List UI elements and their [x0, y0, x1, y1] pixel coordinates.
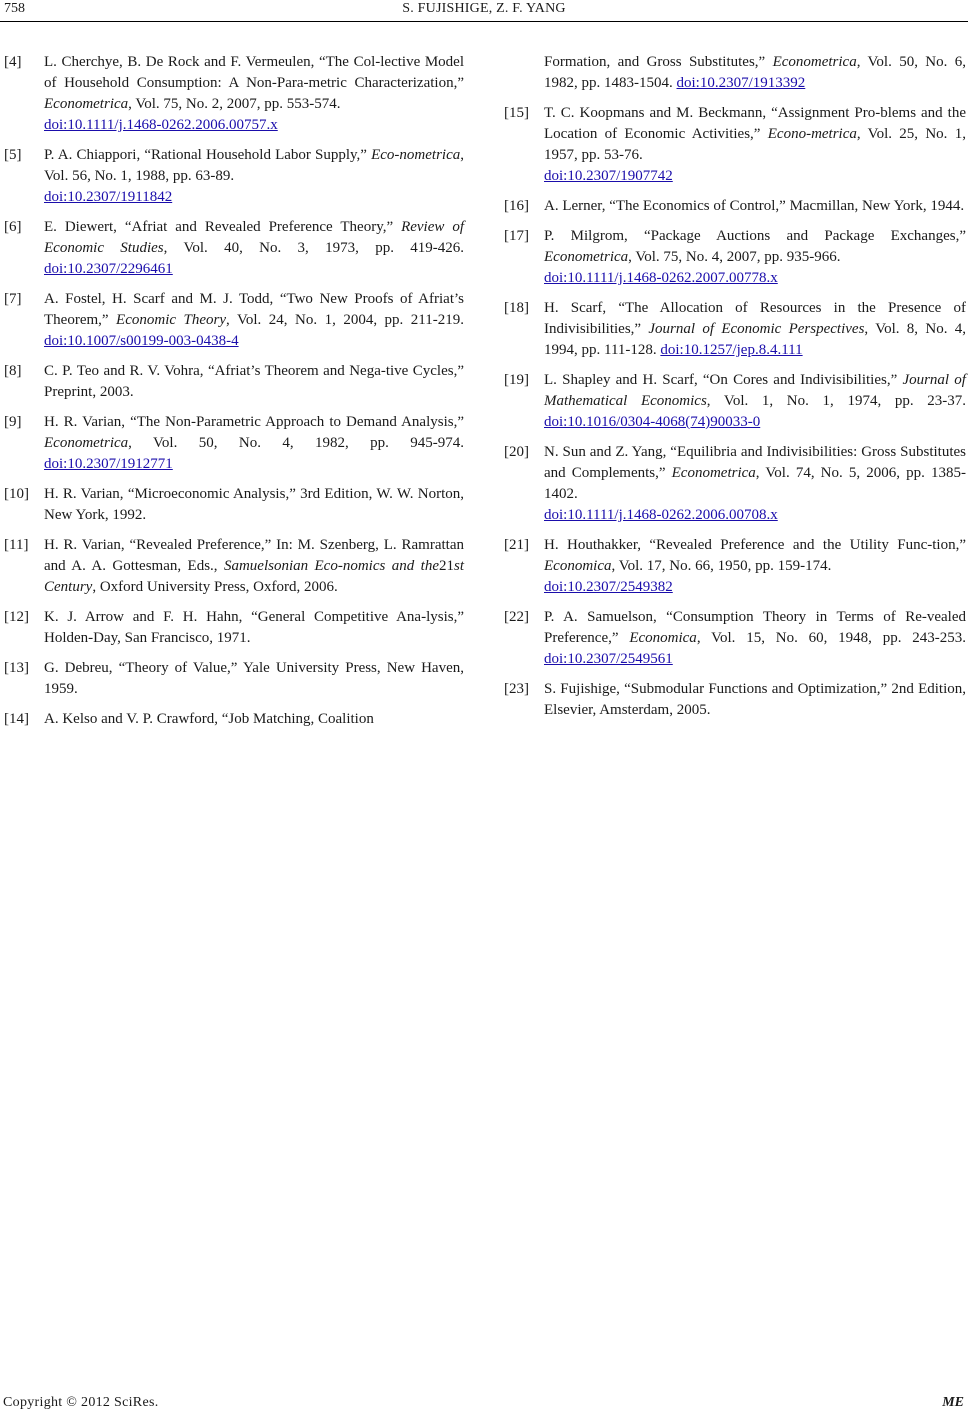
reference-item	[504, 607, 966, 670]
reference-details: , Vol. 50, No. 4, 1982, pp. 945-974.	[128, 435, 464, 451]
reference-number: [23]	[504, 681, 529, 697]
page-header	[0, 0, 968, 22]
reference-authors-title: A. Fostel, H. Scarf and M. J. Todd, “Two New Proofs of Afriat’s Theorem,”	[44, 291, 464, 328]
reference-text	[544, 442, 966, 526]
reference-item	[504, 535, 966, 598]
references-right-column	[504, 52, 966, 730]
reference-number: [6]	[4, 219, 22, 235]
reference-item	[504, 370, 966, 433]
reference-authors-title: T. C. Koopmans and M. Beckmann, “Assignment Pro-blems and the Location of Economic Activities,”	[544, 105, 966, 142]
reference-journal: Econometrica	[44, 435, 129, 451]
reference-number: [16]	[504, 198, 529, 214]
reference-authors-title: H. Scarf, “The Allocation of Resources in the Presence of Indivisibilities,”	[544, 300, 966, 337]
reference-authors-title: H. Houthakker, “Revealed Preference and the Utility Func-tion,”	[544, 537, 966, 553]
header-rule	[0, 21, 968, 22]
reference-text	[44, 145, 464, 208]
reference-number: [9]	[4, 414, 22, 430]
reference-item	[4, 607, 464, 649]
reference-text	[544, 103, 966, 187]
journal-abbreviation: ME	[942, 1395, 964, 1410]
reference-details: , Vol. 74, No. 5, 2006, pp. 1385-1402.	[544, 465, 966, 502]
reference-authors-title: A. Lerner, “The Economics of Control,” Macmillan, New York, 1944.	[544, 198, 965, 214]
reference-authors-title: S. Fujishige, “Submodular Functions and Optimization,” 2nd Edition, Elsevier, Amsterdam, 2005.	[544, 681, 966, 718]
reference-details: , Vol. 25, No. 1, 1957, pp. 53-76.	[544, 126, 966, 163]
reference-authors-title: H. R. Varian, “Microeconomic Analysis,” 3rd Edition, W. W. Norton, New York, 1992.	[44, 486, 464, 523]
reference-number: [10]	[4, 486, 29, 502]
reference-item	[4, 52, 464, 136]
reference-number: [20]	[504, 444, 529, 460]
reference-item	[504, 103, 966, 187]
reference-item	[504, 226, 966, 289]
reference-journal: Journal of Mathematical Economics	[544, 372, 966, 409]
reference-authors-title: P. A. Chiappori, “Rational Household Labor Supply,”	[44, 147, 372, 163]
reference-text	[44, 607, 464, 649]
reference-text	[44, 52, 464, 136]
reference-text	[44, 361, 464, 403]
doi-link[interactable]: doi:10.2307/2549561	[544, 651, 673, 667]
reference-item	[504, 52, 966, 94]
reference-journal: Journal of Economic Perspectives	[648, 321, 865, 337]
doi-link[interactable]: doi:10.1111/j.1468-0262.2007.00778.x	[544, 270, 778, 286]
reference-details: , Vol. 8, No. 4, 1994, pp. 111-128.	[544, 321, 966, 358]
doi-link[interactable]: doi:10.2307/1913392	[676, 75, 806, 91]
reference-number: [17]	[504, 228, 529, 244]
reference-authors-title: P. Milgrom, “Package Auctions and Package Exchanges,”	[544, 228, 966, 244]
reference-details: , Vol. 56, No. 1, 1988, pp. 63-89.	[44, 147, 464, 184]
reference-number: [13]	[4, 660, 29, 676]
reference-text	[44, 412, 464, 475]
reference-number: [8]	[4, 363, 22, 379]
reference-authors-title: E. Diewert, “Afriat and Revealed Preference Theory,”	[44, 219, 402, 235]
reference-item	[4, 535, 464, 598]
reference-journal: Econometrica	[544, 249, 629, 265]
reference-number: [21]	[504, 537, 529, 553]
doi-link[interactable]: doi:10.2307/1911842	[44, 189, 173, 205]
reference-item	[4, 145, 464, 208]
reference-item	[4, 361, 464, 403]
doi-link[interactable]: doi:10.2307/2296461	[44, 261, 173, 277]
reference-number: [5]	[4, 147, 22, 163]
reference-details: , Vol. 17, No. 66, 1950, pp. 159-174.	[611, 558, 832, 574]
reference-authors-title: N. Sun and Z. Yang, “Equilibria and Indivisibilities: Gross Substitutes and Complements,”	[544, 444, 966, 481]
reference-details: , Vol. 75, No. 2, 2007, pp. 553-574.	[128, 96, 341, 112]
reference-number: [15]	[504, 105, 529, 121]
reference-authors-title: K. J. Arrow and F. H. Hahn, “General Competitive Ana-lysis,” Holden-Day, San Francisco, 1971.	[44, 609, 464, 646]
reference-number: [12]	[4, 609, 29, 625]
reference-text	[544, 226, 966, 289]
reference-text	[44, 535, 464, 598]
reference-journal: Econo-metrica	[767, 126, 857, 142]
reference-details: , Vol. 24, No. 1, 2004, pp. 211-219.	[226, 312, 464, 328]
reference-text	[44, 658, 464, 700]
reference-text	[544, 679, 966, 721]
reference-journal: Eco-nometrica	[371, 147, 461, 163]
reference-journal: Economic Theory	[116, 312, 227, 328]
reference-journal: Review of Economic Studies	[44, 219, 464, 256]
running-head: S. FUJISHIGE, Z. F. YANG	[402, 1, 566, 16]
reference-text	[44, 217, 464, 280]
references-left-column	[4, 52, 464, 739]
reference-number: [4]	[4, 54, 22, 70]
reference-details: , Oxford University Press, Oxford, 2006.	[92, 579, 338, 595]
reference-item	[4, 658, 464, 700]
copyright-notice: Copyright © 2012 SciRes.	[3, 1395, 159, 1410]
reference-text	[44, 289, 464, 352]
reference-item	[4, 217, 464, 280]
reference-authors-title: H. R. Varian, “Revealed Preference,” In: M. Szenberg, L. Ramrattan and A. A. Gottesman, Eds.,	[44, 537, 464, 574]
reference-item	[4, 709, 464, 730]
reference-text	[544, 298, 966, 361]
reference-details: , Vol. 50, No. 6, 1982, pp. 1483-1504.	[544, 54, 966, 91]
reference-authors-title: L. Shapley and H. Scarf, “On Cores and Indivisibilities,”	[544, 372, 903, 388]
reference-details: , Vol. 40, No. 3, 1973, pp. 419-426.	[163, 240, 465, 256]
reference-text	[544, 370, 966, 433]
reference-authors-title: P. A. Samuelson, “Consumption Theory in Terms of Re-vealed Preference,”	[544, 609, 966, 646]
reference-number: [18]	[504, 300, 529, 316]
reference-journal: Econometrica	[772, 54, 857, 70]
reference-text	[44, 484, 464, 526]
reference-authors-title: H. R. Varian, “The Non-Parametric Approach to Demand Analysis,”	[44, 414, 464, 430]
reference-item	[504, 196, 966, 217]
reference-details: , Vol. 15, No. 60, 1948, pp. 243-253.	[696, 630, 966, 646]
doi-link[interactable]: doi:10.2307/1912771	[44, 456, 173, 472]
reference-item	[4, 484, 464, 526]
reference-authors-title: Formation, and Gross Substitutes,”	[544, 54, 773, 70]
doi-link[interactable]: doi:10.1007/s00199-003-0438-4	[44, 333, 239, 349]
reference-text	[544, 607, 966, 670]
reference-text	[544, 196, 966, 217]
reference-details: , Vol. 1, No. 1, 1974, pp. 23-37.	[706, 393, 966, 409]
reference-number: [11]	[4, 537, 29, 553]
reference-authors-title: C. P. Teo and R. V. Vohra, “Afriat’s Theorem and Nega-tive Cycles,” Preprint, 2003.	[44, 363, 464, 400]
reference-journal: Economica	[629, 630, 697, 646]
reference-text	[544, 52, 966, 94]
reference-journal: Econometrica	[671, 465, 756, 481]
doi-link[interactable]: doi:10.1016/0304-4068(74)90033-0	[544, 414, 761, 430]
reference-item	[4, 412, 464, 475]
reference-number: [7]	[4, 291, 22, 307]
page-number: 758	[4, 1, 25, 16]
doi-link[interactable]: doi:10.1111/j.1468-0262.2006.00757.x	[44, 117, 278, 133]
doi-link[interactable]: doi:10.2307/1907742	[544, 168, 673, 184]
reference-item	[504, 679, 966, 721]
doi-link[interactable]: doi:10.1111/j.1468-0262.2006.00708.x	[544, 507, 778, 523]
reference-journal-part: st Century	[44, 558, 464, 595]
doi-link[interactable]: doi:10.1257/jep.8.4.111	[660, 342, 803, 358]
reference-item	[504, 442, 966, 526]
reference-authors-title: G. Debreu, “Theory of Value,” Yale University Press, New Haven, 1959.	[44, 660, 464, 697]
reference-text	[44, 709, 464, 730]
reference-item	[504, 298, 966, 361]
reference-number: [14]	[4, 711, 29, 727]
reference-journal: Samuelsonian Eco-nomics and the	[223, 558, 439, 574]
reference-journal: Econometrica	[44, 96, 129, 112]
reference-journal: Economica	[544, 558, 612, 574]
reference-item	[4, 289, 464, 352]
reference-number: [22]	[504, 609, 529, 625]
doi-link[interactable]: doi:10.2307/2549382	[544, 579, 673, 595]
reference-authors-title: L. Cherchye, B. De Rock and F. Vermeulen, “The Col-lective Model of Household Consumption: A Non-Para-metric Characterization,”	[44, 54, 464, 91]
reference-text	[544, 535, 966, 598]
reference-journal-part: 21	[438, 558, 454, 574]
reference-details: , Vol. 75, No. 4, 2007, pp. 935-966.	[628, 249, 841, 265]
page-footer	[0, 1395, 968, 1413]
reference-authors-title: A. Kelso and V. P. Crawford, “Job Matching, Coalition	[44, 711, 374, 727]
reference-number: [19]	[504, 372, 529, 388]
